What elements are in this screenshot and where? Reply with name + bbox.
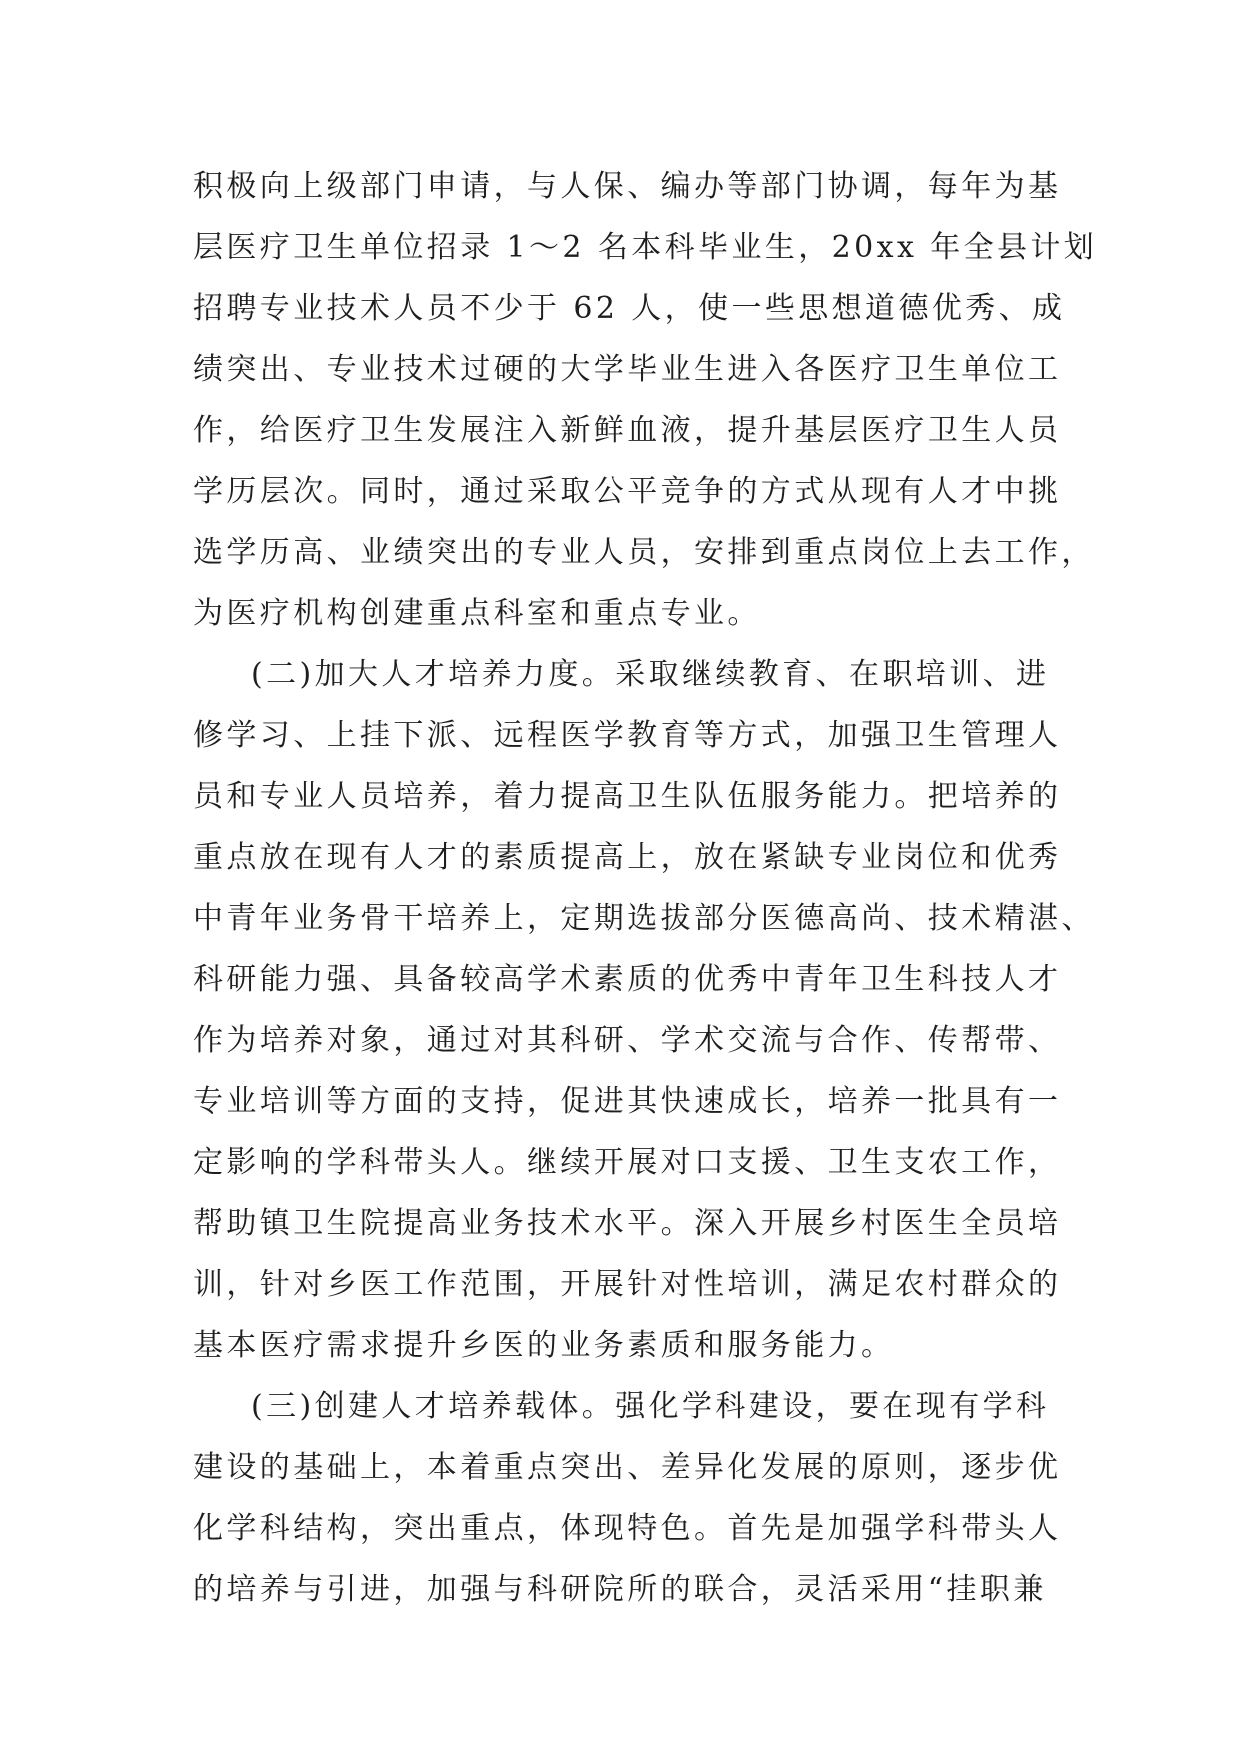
text-line: 重点放在现有人才的素质提高上，放在紧缺专业岗位和优秀 <box>193 840 1062 875</box>
text-line: 专业培训等方面的支持，促进其快速成长，培养一批具有一 <box>193 1084 1062 1119</box>
text-line: 基本医疗需求提升乡医的业务素质和服务能力。 <box>193 1328 895 1363</box>
text-line: 为医疗机构创建重点科室和重点专业。 <box>193 596 761 631</box>
section-heading-line: (三)创建人才培养载体。强化学科建设，要在现有学科 <box>251 1389 1050 1424</box>
text-line: 学历层次。同时，通过采取公平竞争的方式从现有人才中挑 <box>193 474 1062 509</box>
body-text <box>193 156 1098 1620</box>
text-line: 定影响的学科带头人。继续开展对口支援、卫生支农工作， <box>193 1145 1062 1180</box>
text-line: 作为培养对象，通过对其科研、学术交流与合作、传帮带、 <box>193 1023 1062 1058</box>
text-line: 训，针对乡医工作范围，开展针对性培训，满足农村群众的 <box>193 1267 1062 1302</box>
text-line: 中青年业务骨干培养上，定期选拔部分医德高尚、技术精湛、 <box>193 901 1095 936</box>
text-line: 选学历高、业绩突出的专业人员，安排到重点岗位上去工作， <box>193 535 1095 570</box>
text-line: 修学习、上挂下派、远程医学教育等方式，加强卫生管理人 <box>193 718 1062 753</box>
text-line: 帮助镇卫生院提高业务技术水平。深入开展乡村医生全员培 <box>193 1206 1062 1241</box>
text-line: 招聘专业技术人员不少于 62 人，使一些思想道德优秀、成 <box>193 291 1066 326</box>
section-heading-line: (二)加大人才培养力度。采取继续教育、在职培训、进 <box>251 657 1050 692</box>
text-line: 积极向上级部门申请，与人保、编办等部门协调，每年为基 <box>193 169 1062 204</box>
text-line: 的培养与引进，加强与科研院所的联合，灵活采用“挂职兼 <box>193 1572 1047 1607</box>
text-line: 员和专业人员培养，着力提高卫生队伍服务能力。把培养的 <box>193 779 1062 814</box>
text-line: 建设的基础上，本着重点突出、差异化发展的原则，逐步优 <box>193 1450 1062 1485</box>
text-line: 作，给医疗卫生发展注入新鲜血液，提升基层医疗卫生人员 <box>193 413 1062 448</box>
text-line: 化学科结构，突出重点，体现特色。首先是加强学科带头人 <box>193 1511 1062 1546</box>
text-line: 绩突出、专业技术过硬的大学毕业生进入各医疗卫生单位工 <box>193 352 1062 387</box>
text-line: 科研能力强、具备较高学术素质的优秀中青年卫生科技人才 <box>193 962 1062 997</box>
text-line: 层医疗卫生单位招录 1～2 名本科毕业生，20xx 年全县计划 <box>193 230 1098 265</box>
